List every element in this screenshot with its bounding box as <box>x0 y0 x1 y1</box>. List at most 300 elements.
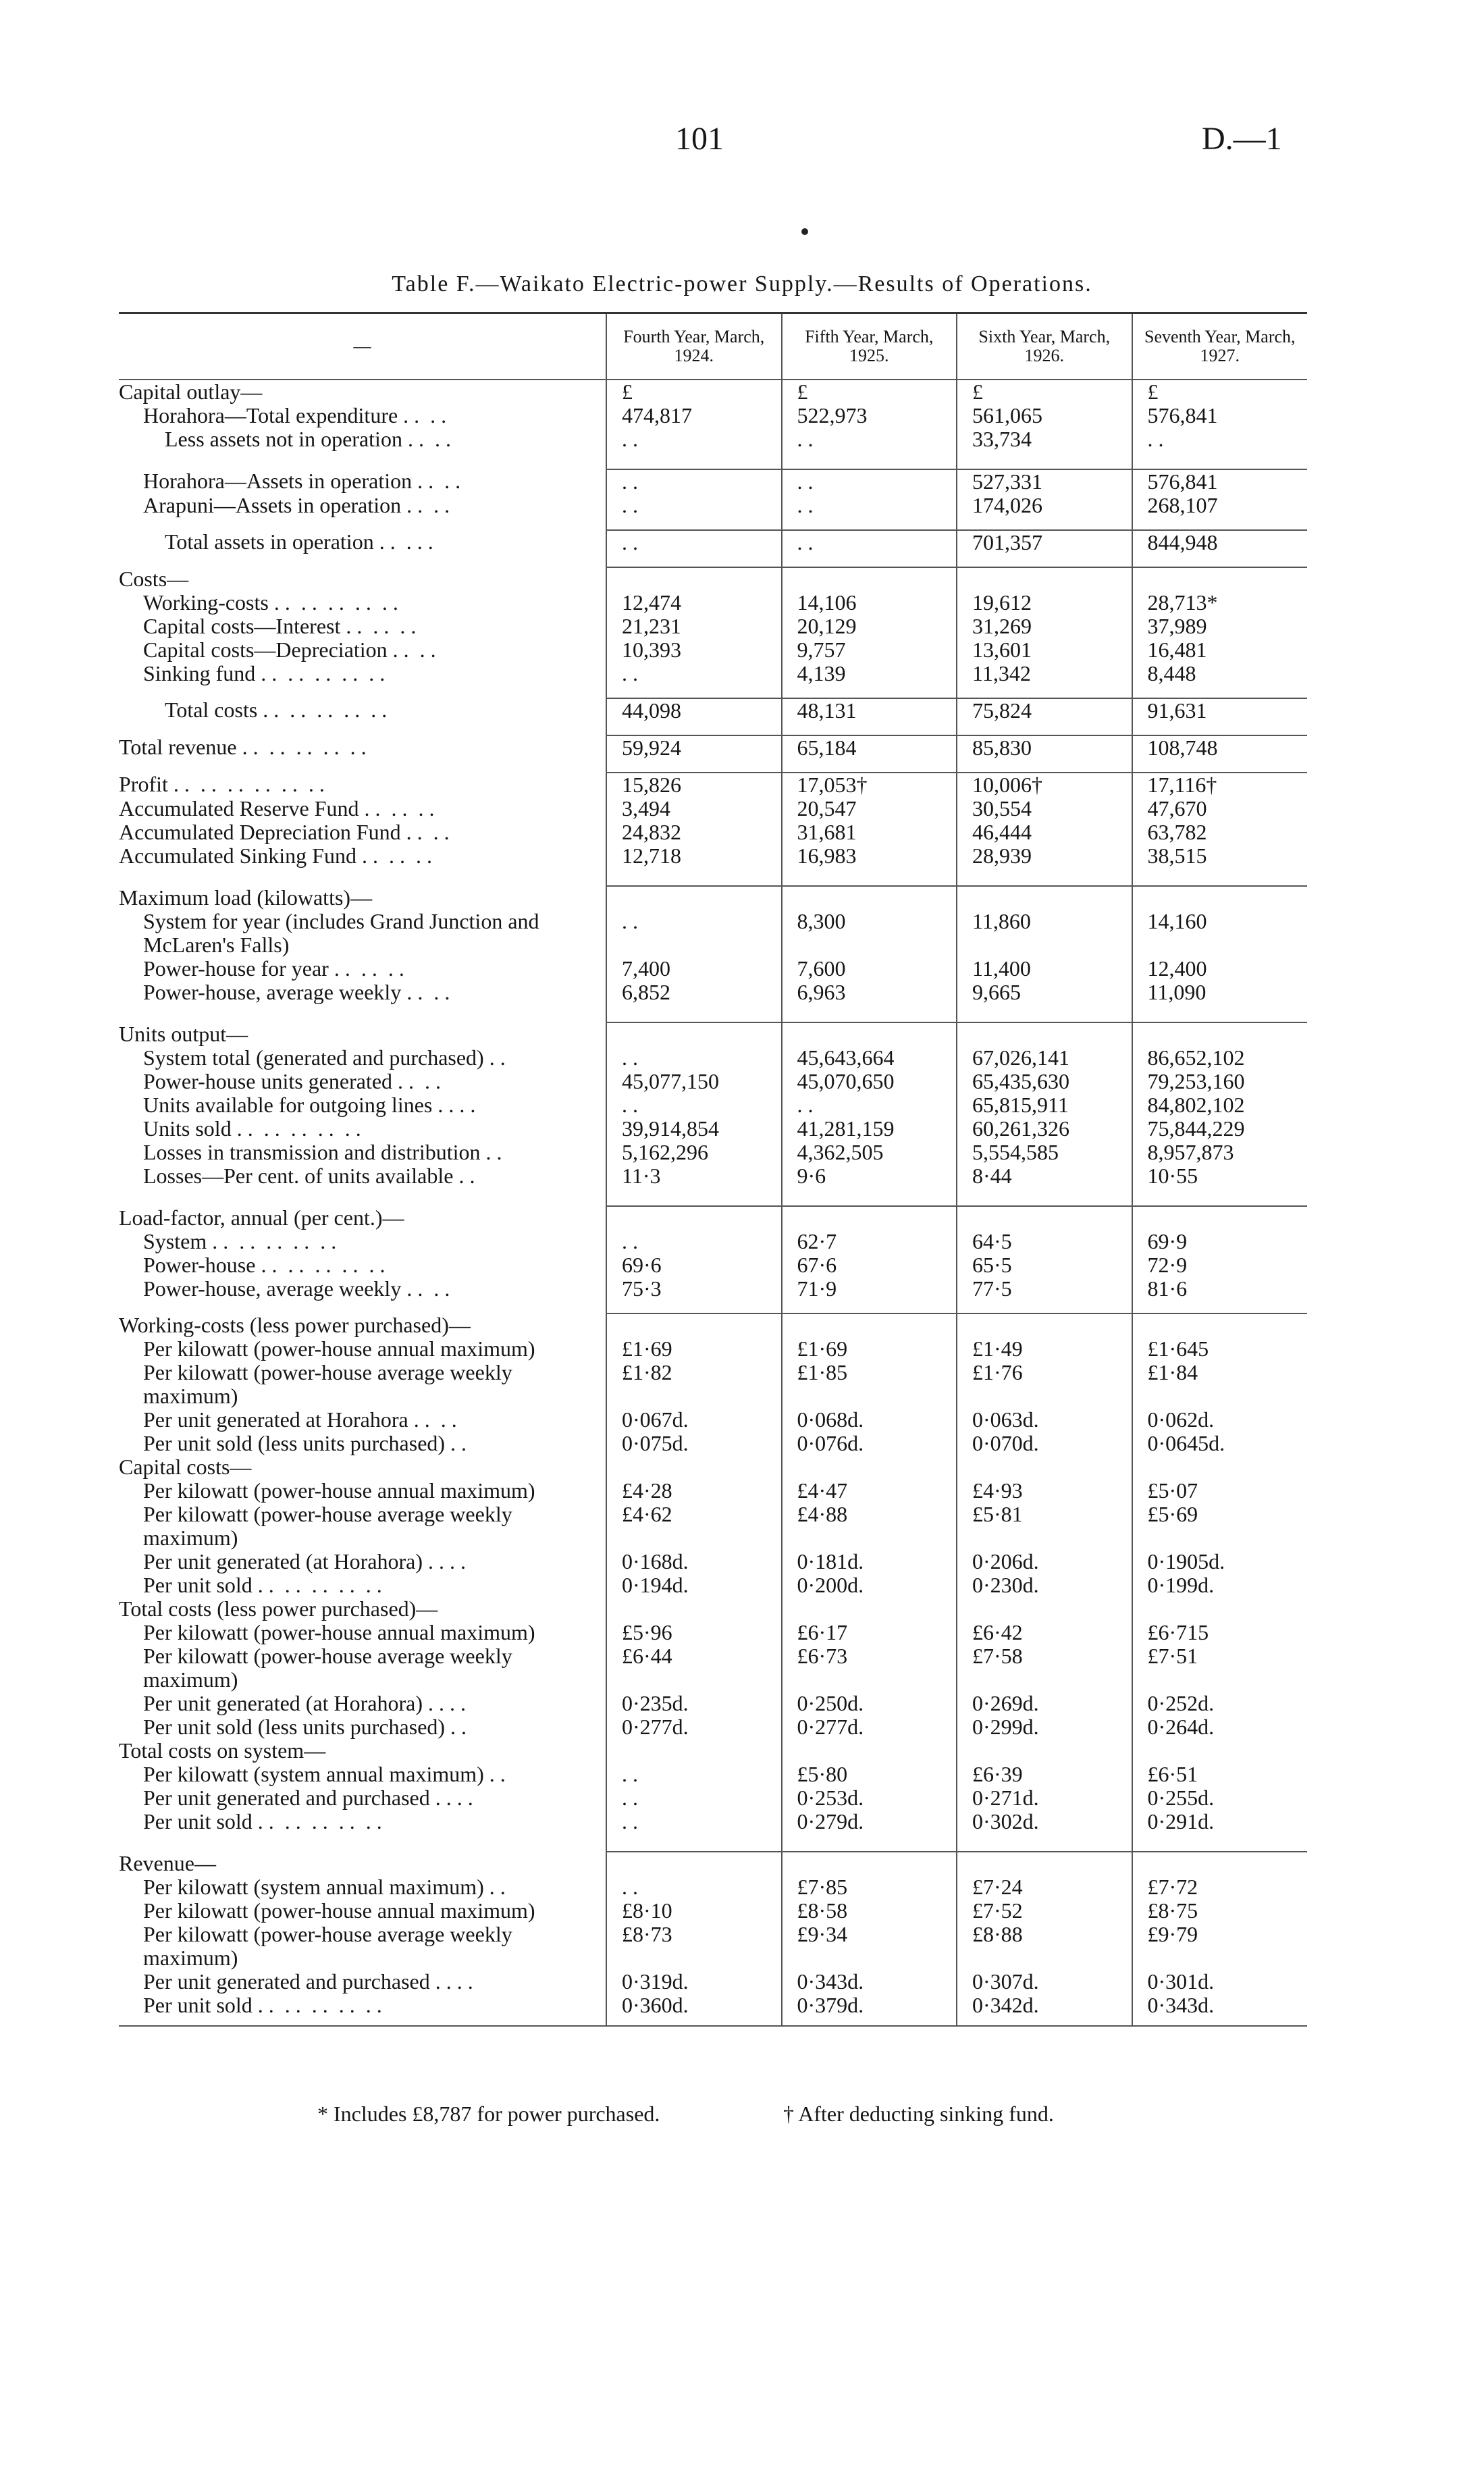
cell-value: £7·24 <box>957 1875 1132 1899</box>
cell-value <box>957 1455 1132 1479</box>
table-row <box>119 1994 1307 2026</box>
cell-value: 7,600 <box>782 957 957 981</box>
cell-value: 45,070,650 <box>782 1070 957 1093</box>
cell-value: £1·82 <box>606 1361 782 1408</box>
cell-value: £7·58 <box>957 1644 1132 1692</box>
cell-value <box>782 886 957 910</box>
leader-dots: . . . . . . . . . . <box>252 1810 382 1833</box>
cell-value: 0·360d. <box>606 1994 782 2026</box>
table-row <box>119 1899 1307 1923</box>
row-label: System total (generated and purchased) <box>143 1046 484 1070</box>
row-label: Accumulated Sinking Fund . . <box>119 844 378 868</box>
cell-value: 67,026,141 <box>957 1046 1132 1070</box>
cell-value: 33,734 <box>957 427 1132 451</box>
cell-value <box>606 886 782 910</box>
cell-value: £5·96 <box>606 1621 782 1644</box>
row-label: Units output— <box>119 1022 248 1046</box>
cell-value: 527,331 <box>957 469 1132 494</box>
cell-value: 0·319d. <box>606 1970 782 1994</box>
cell-value <box>782 1455 957 1479</box>
row-label: Horahora—Assets in operation <box>143 469 413 493</box>
document-reference: D.—1 <box>1202 121 1282 157</box>
table-row <box>119 638 1307 662</box>
table-row <box>119 1875 1307 1899</box>
cell-value: 0·0645d. <box>1132 1432 1308 1455</box>
row-label: Total costs on system— <box>119 1739 326 1763</box>
cell-value <box>957 567 1132 591</box>
cell-value: . . <box>606 1786 782 1810</box>
table-row <box>119 1550 1307 1573</box>
table-row <box>119 1923 1307 1970</box>
cell-value: £5·69 <box>1132 1503 1308 1550</box>
cell-value: 59,924 <box>606 735 782 760</box>
cell-value: 44,098 <box>606 698 782 723</box>
row-label: Power-house units generated <box>143 1070 393 1093</box>
cell-value: 4,362,505 <box>782 1141 957 1164</box>
cell-value: 8·44 <box>957 1164 1132 1188</box>
row-label: Maximum load (kilowatts)— <box>119 886 373 910</box>
row-label: Capital costs—Interest <box>143 615 341 638</box>
cell-value: 0·277d. <box>606 1715 782 1739</box>
spacer-row <box>119 451 1307 469</box>
cell-value <box>606 1852 782 1875</box>
cell-value: 0·255d. <box>1132 1786 1308 1810</box>
cell-value: 63,782 <box>1132 821 1308 844</box>
table-row <box>119 1253 1307 1277</box>
cell-value: 37,989 <box>1132 615 1308 638</box>
cell-value: 0·062d. <box>1132 1408 1308 1432</box>
cell-value <box>1132 1022 1308 1046</box>
leader-dots: . . <box>445 1432 467 1455</box>
cell-value: 69·9 <box>1132 1230 1308 1253</box>
cell-value <box>782 1206 957 1230</box>
leader-dots: . . <box>451 1970 473 1994</box>
cell-value: 8,957,873 <box>1132 1141 1308 1164</box>
cell-value: 0·253d. <box>782 1786 957 1810</box>
cell-value: 41,281,159 <box>782 1117 957 1141</box>
table-row <box>119 1164 1307 1188</box>
cell-value <box>782 1739 957 1763</box>
cell-value: 9,665 <box>957 981 1132 1004</box>
spacer-row <box>119 760 1307 773</box>
cell-value: 71·9 <box>782 1277 957 1301</box>
leader-dots: . . . . . <box>373 530 433 554</box>
table-row <box>119 1093 1307 1117</box>
cell-value: 701,357 <box>957 530 1132 554</box>
cell-value: 65,815,911 <box>957 1093 1132 1117</box>
leader-dots: . . . . . . . . . . <box>252 1573 382 1597</box>
stub-header: — <box>353 336 371 356</box>
cell-value: £6·715 <box>1132 1621 1308 1644</box>
cell-value: 64·5 <box>957 1230 1132 1253</box>
cell-value: 0·068d. <box>782 1408 957 1432</box>
cell-value <box>606 1022 782 1046</box>
table-row <box>119 821 1307 844</box>
cell-value: 0·250d. <box>782 1692 957 1715</box>
cell-value: 0·075d. <box>606 1432 782 1455</box>
cell-value: 474,817 <box>606 404 782 427</box>
cell-value: . . <box>606 1046 782 1070</box>
cell-value <box>782 1022 957 1046</box>
cell-value: 15,826 <box>606 773 782 797</box>
cell-value: £6·17 <box>782 1621 957 1644</box>
table-row <box>119 662 1307 685</box>
cell-value: . . <box>1132 427 1308 451</box>
row-label: Units available for outgoing lines . . <box>143 1093 454 1117</box>
cell-value: 7,400 <box>606 957 782 981</box>
table-row <box>119 591 1307 615</box>
cell-value: 31,681 <box>782 821 957 844</box>
row-label: Total assets in operation <box>165 530 374 554</box>
printer-mark <box>801 228 808 235</box>
cell-value: 86,652,102 <box>1132 1046 1308 1070</box>
cell-value <box>957 1597 1132 1621</box>
cell-value: £ <box>782 380 957 404</box>
row-label: Per kilowatt (power-house annual maximum) <box>143 1621 535 1644</box>
leader-dots: . . . . <box>401 1277 450 1301</box>
cell-value: 20,129 <box>782 615 957 638</box>
cell-value: £1·84 <box>1132 1361 1308 1408</box>
cell-value <box>1132 1597 1308 1621</box>
row-label: Power-house, average weekly <box>143 1277 402 1301</box>
table-row <box>119 1852 1307 1875</box>
cell-value: 8,300 <box>782 910 957 957</box>
leader-dots: . . <box>483 1875 506 1899</box>
table-row <box>119 773 1307 797</box>
cell-value: 28,713* <box>1132 591 1308 615</box>
column-header: Sixth Year, March, 1926. <box>957 313 1132 380</box>
leader-dots: . . . . . . . . . . <box>252 1994 382 2017</box>
row-label: Losses in transmission and distribution <box>143 1141 481 1164</box>
row-label: Working-costs <box>143 591 269 615</box>
cell-value <box>1132 1206 1308 1230</box>
cell-value <box>957 886 1132 910</box>
cell-value <box>606 1455 782 1479</box>
leader-dots: . . . . . . <box>328 957 404 981</box>
cell-value: 75,844,229 <box>1132 1117 1308 1141</box>
table-row <box>119 957 1307 981</box>
row-label: Total costs (less power purchased)— <box>119 1597 438 1621</box>
cell-value: 0·291d. <box>1132 1810 1308 1833</box>
row-label: Per kilowatt (power-house average weekly maximum) <box>143 1503 512 1550</box>
cell-value: 24,832 <box>606 821 782 844</box>
cell-value: 19,612 <box>957 591 1132 615</box>
table-row <box>119 1117 1307 1141</box>
cell-value: £5·07 <box>1132 1479 1308 1503</box>
cell-value: £5·81 <box>957 1503 1132 1550</box>
cell-value <box>957 1739 1132 1763</box>
leader-dots: . . . . <box>401 981 450 1004</box>
cell-value: 844,948 <box>1132 530 1308 554</box>
spacer-row <box>119 1004 1307 1022</box>
cell-value: 0·194d. <box>606 1573 782 1597</box>
table-row <box>119 844 1307 868</box>
cell-value: 13,601 <box>957 638 1132 662</box>
table-row <box>119 1970 1307 1994</box>
table-row <box>119 1230 1307 1253</box>
cell-value: 84,802,102 <box>1132 1093 1308 1117</box>
cell-value: 0·168d. <box>606 1550 782 1573</box>
cell-value <box>1132 886 1308 910</box>
cell-value: . . <box>606 494 782 517</box>
row-label: Total revenue <box>119 735 237 759</box>
cell-value: 12,718 <box>606 844 782 868</box>
cell-value: 85,830 <box>957 735 1132 760</box>
row-label: Per unit generated (at Horahora) . . <box>143 1692 445 1715</box>
cell-value: 0·235d. <box>606 1692 782 1715</box>
cell-value: . . <box>606 1230 782 1253</box>
cell-value: £7·72 <box>1132 1875 1308 1899</box>
cell-value: 17,053† <box>782 773 957 797</box>
row-label: Capital costs— <box>119 1455 252 1479</box>
table-row <box>119 1597 1307 1621</box>
cell-value <box>606 1206 782 1230</box>
cell-value: 10,393 <box>606 638 782 662</box>
row-label: Per kilowatt (power-house average weekly maximum) <box>143 1644 512 1692</box>
table-row <box>119 1739 1307 1763</box>
cell-value: 0·307d. <box>957 1970 1132 1994</box>
cell-value: 46,444 <box>957 821 1132 844</box>
cell-value: . . <box>606 662 782 685</box>
column-header: Fifth Year, March, 1925. <box>782 313 957 380</box>
leader-dots: . . <box>444 1692 467 1715</box>
row-label: Per kilowatt (power-house average weekly maximum) <box>143 1361 512 1408</box>
table-row <box>119 1763 1307 1786</box>
cell-value: £8·58 <box>782 1899 957 1923</box>
cell-value: £1·69 <box>782 1337 957 1361</box>
cell-value: 39,914,854 <box>606 1117 782 1141</box>
cell-value: £6·39 <box>957 1763 1132 1786</box>
cell-value <box>1132 1852 1308 1875</box>
table-row <box>119 1361 1307 1408</box>
footnote-power-purchased: * Includes £8,787 for power purchased. <box>317 2102 660 2126</box>
cell-value: 11,342 <box>957 662 1132 685</box>
row-label: Per unit sold (less units purchased) <box>143 1432 446 1455</box>
row-label: Less assets not in operation <box>165 427 402 451</box>
table-row <box>119 1810 1307 1833</box>
table-row <box>119 1046 1307 1070</box>
table-row <box>119 1644 1307 1692</box>
cell-value <box>1132 567 1308 591</box>
spacer-row <box>119 685 1307 698</box>
table-row <box>119 1573 1307 1597</box>
cell-value: . . <box>782 1093 957 1117</box>
leader-dots: . . <box>444 1550 467 1573</box>
row-label: System <box>143 1230 207 1253</box>
table-row <box>119 1337 1307 1361</box>
leader-dots: . . <box>451 1786 473 1810</box>
cell-value: 0·302d. <box>957 1810 1132 1833</box>
table-row <box>119 1277 1307 1301</box>
row-label: Per kilowatt (power-house annual maximum) <box>143 1337 535 1361</box>
table-row <box>119 1206 1307 1230</box>
cell-value: 0·230d. <box>957 1573 1132 1597</box>
cell-value: 8,448 <box>1132 662 1308 685</box>
cell-value: £1·69 <box>606 1337 782 1361</box>
cell-value: 79,253,160 <box>1132 1070 1308 1093</box>
cell-value: £4·93 <box>957 1479 1132 1503</box>
cell-value: 45,077,150 <box>606 1070 782 1093</box>
cell-value: £5·80 <box>782 1763 957 1786</box>
cell-value: 69·6 <box>606 1253 782 1277</box>
table-row <box>119 1479 1307 1503</box>
cell-value: 48,131 <box>782 698 957 723</box>
table-row <box>119 735 1307 760</box>
table-row <box>119 981 1307 1004</box>
cell-value: . . <box>606 469 782 494</box>
leader-dots: . . . . <box>398 404 447 427</box>
cell-value: 0·252d. <box>1132 1692 1308 1715</box>
cell-value: 4,139 <box>782 662 957 685</box>
header-row <box>119 313 1307 380</box>
leader-dots: . . . . <box>401 494 450 517</box>
leader-dots: . . . . . . . . . . <box>207 1230 337 1253</box>
table-row <box>119 530 1307 554</box>
cell-value: 0·301d. <box>1132 1970 1308 1994</box>
table-row <box>119 886 1307 910</box>
cell-value: 38,515 <box>1132 844 1308 868</box>
row-label: Accumulated Reserve Fund . . <box>119 797 381 821</box>
row-label: Capital costs—Depreciation <box>143 638 388 662</box>
cell-value: 65,435,630 <box>957 1070 1132 1093</box>
row-label: Power-house, average weekly <box>143 981 402 1004</box>
cell-value: 6,852 <box>606 981 782 1004</box>
table-row <box>119 567 1307 591</box>
leader-dots: . . . . <box>408 1408 457 1432</box>
row-label: Per unit generated and purchased . . <box>143 1786 452 1810</box>
table-body <box>119 380 1307 2026</box>
cell-value: . . <box>782 427 957 451</box>
cell-value: 0·343d. <box>782 1970 957 1994</box>
cell-value <box>782 1597 957 1621</box>
row-label: Per kilowatt (power-house annual maximum) <box>143 1479 535 1503</box>
cell-value <box>782 567 957 591</box>
table-row <box>119 1786 1307 1810</box>
cell-value: £4·47 <box>782 1479 957 1503</box>
cell-value: 0·279d. <box>782 1810 957 1833</box>
table-row <box>119 380 1307 404</box>
cell-value <box>606 567 782 591</box>
leader-dots: . . . . <box>377 844 432 868</box>
row-label: Power-house <box>143 1253 256 1277</box>
cell-value: £6·51 <box>1132 1763 1308 1786</box>
row-label: Per unit generated and purchased . . <box>143 1970 452 1994</box>
table-row <box>119 427 1307 451</box>
row-label: Working-costs (less power purchased)— <box>119 1313 471 1337</box>
table-row <box>119 797 1307 821</box>
row-label: Per kilowatt (system annual maximum) <box>143 1875 484 1899</box>
spacer-row <box>119 554 1307 567</box>
leader-dots: . . . . <box>400 821 450 844</box>
cell-value: £1·76 <box>957 1361 1132 1408</box>
cell-value: 561,065 <box>957 404 1132 427</box>
cell-value <box>957 1022 1132 1046</box>
cell-value: £6·73 <box>782 1644 957 1692</box>
cell-value <box>957 1852 1132 1875</box>
cell-value: £4·28 <box>606 1479 782 1503</box>
cell-value: 0·181d. <box>782 1550 957 1573</box>
cell-value: £1·645 <box>1132 1337 1308 1361</box>
cell-value <box>1132 1313 1308 1337</box>
spacer-row <box>119 723 1307 735</box>
cell-value: 77·5 <box>957 1277 1132 1301</box>
cell-value: 174,026 <box>957 494 1132 517</box>
row-label: Per unit sold <box>143 1994 253 2017</box>
cell-value: . . <box>606 1810 782 1833</box>
cell-value: £4·88 <box>782 1503 957 1550</box>
cell-value <box>606 1597 782 1621</box>
leader-dots: . . <box>480 1141 502 1164</box>
leader-dots: . . <box>445 1715 467 1739</box>
row-label: Power-house for year <box>143 957 329 981</box>
cell-value: 12,400 <box>1132 957 1308 981</box>
cell-value: 5,554,585 <box>957 1141 1132 1164</box>
page-number: 101 <box>675 121 724 157</box>
row-label: Profit <box>119 773 168 796</box>
leader-dots: . . . . . . . . . . <box>257 698 388 722</box>
table-row <box>119 910 1307 957</box>
row-label: Horahora—Total expenditure <box>143 404 398 427</box>
spacer-row <box>119 1188 1307 1206</box>
operations-table <box>119 312 1307 2027</box>
cell-value: 11·3 <box>606 1164 782 1188</box>
table-row <box>119 1313 1307 1337</box>
table-row <box>119 615 1307 638</box>
column-header: Fourth Year, March, 1924. <box>606 313 782 380</box>
cell-value <box>1132 1739 1308 1763</box>
cell-value: 11,400 <box>957 957 1132 981</box>
cell-value: 0·342d. <box>957 1994 1132 2026</box>
table-row <box>119 1692 1307 1715</box>
cell-value: . . <box>606 1093 782 1117</box>
cell-value: 5,162,296 <box>606 1141 782 1164</box>
leader-dots: . . . . <box>392 1070 442 1093</box>
table-row <box>119 1715 1307 1739</box>
leader-dots: . . . . <box>387 638 436 662</box>
cell-value: 91,631 <box>1132 698 1308 723</box>
row-label: Per kilowatt (system annual maximum) <box>143 1763 484 1786</box>
cell-value: 12,474 <box>606 591 782 615</box>
cell-value: 14,106 <box>782 591 957 615</box>
cell-value: 0·269d. <box>957 1692 1132 1715</box>
cell-value: £1·49 <box>957 1337 1132 1361</box>
leader-dots: . . <box>483 1046 506 1070</box>
cell-value: £6·42 <box>957 1621 1132 1644</box>
cell-value: . . <box>606 910 782 957</box>
cell-value: 11,860 <box>957 910 1132 957</box>
cell-value: £1·85 <box>782 1361 957 1408</box>
row-label: Per kilowatt (power-house annual maximum) <box>143 1899 535 1923</box>
cell-value: £9·79 <box>1132 1923 1308 1970</box>
cell-value <box>957 1206 1132 1230</box>
cell-value: £8·88 <box>957 1923 1132 1970</box>
table-row <box>119 1503 1307 1550</box>
table-title: Table F.—Waikato Electric-power Supply.—Results of Operations. <box>392 271 1092 296</box>
cell-value: 268,107 <box>1132 494 1308 517</box>
cell-value: 11,090 <box>1132 981 1308 1004</box>
spacer-row <box>119 517 1307 530</box>
cell-value: 0·271d. <box>957 1786 1132 1810</box>
cell-value: 9,757 <box>782 638 957 662</box>
cell-value: 67·6 <box>782 1253 957 1277</box>
cell-value: 108,748 <box>1132 735 1308 760</box>
table-row <box>119 1455 1307 1479</box>
row-label: System for year (includes Grand Junction and McLaren's Falls) <box>143 910 539 957</box>
cell-value: 0·1905d. <box>1132 1550 1308 1573</box>
table-row <box>119 698 1307 723</box>
cell-value: . . <box>606 530 782 554</box>
spacer-row <box>119 868 1307 886</box>
